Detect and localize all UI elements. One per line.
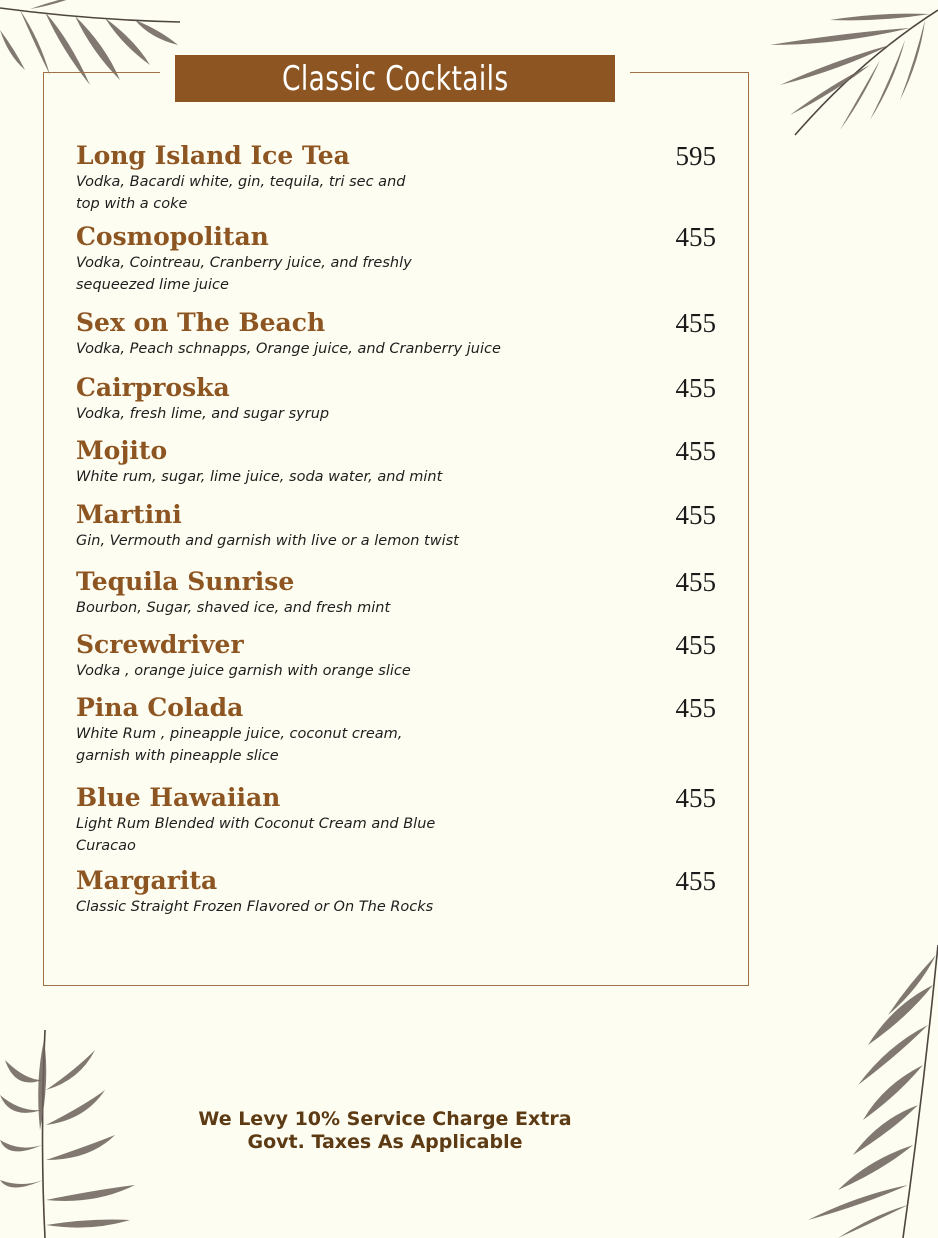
item-description: Vodka, fresh lime, and sugar syrup (76, 406, 330, 422)
menu-item-pina-colada (76, 693, 716, 766)
item-description: Vodka , orange juice garnish with orange slice (76, 663, 411, 679)
item-name: Cosmopolitan (76, 222, 269, 251)
item-description: sequeezed lime juice (76, 276, 229, 293)
item-description: Gin, Vermouth and garnish with live or a lemon twist (76, 533, 459, 549)
item-description: top with a coke (76, 195, 188, 212)
menu-item-tequila-sunrise (76, 567, 716, 619)
palm-leaf-icon (798, 945, 938, 1238)
item-name: Mojito (76, 436, 168, 465)
item-name: Martini (76, 500, 182, 529)
item-description: White Rum , pineapple juice, coconut cream, (76, 726, 403, 742)
item-description: Light Rum Blended with Coconut Cream and Blue (76, 816, 436, 832)
item-price: 455 (675, 500, 716, 530)
menu-title: Classic Cocktails (281, 58, 509, 99)
item-description: Vodka, Cointreau, Cranberry juice, and freshly (76, 255, 412, 271)
menu-item-screwdriver (76, 630, 716, 682)
item-description: Vodka, Peach schnapps, Orange juice, and Cranberry juice (76, 341, 501, 357)
item-price: 455 (675, 866, 716, 896)
item-name: Pina Colada (76, 693, 244, 722)
item-description: garnish with pineapple slice (76, 747, 279, 764)
item-description: Classic Straight Frozen Flavored or On The Rocks (76, 899, 434, 915)
item-price: 455 (675, 308, 716, 338)
item-price: 455 (675, 436, 716, 466)
menu-item-cosmopolitan (76, 222, 716, 295)
item-price: 595 (675, 141, 716, 171)
item-name: Blue Hawaiian (76, 783, 281, 812)
menu-item-long-island (76, 141, 716, 214)
item-price: 455 (675, 693, 716, 723)
menu-item-cairproska (76, 373, 716, 425)
item-name: Sex on The Beach (76, 308, 326, 337)
item-description: White rum, sugar, lime juice, soda water, and mint (76, 469, 443, 485)
item-description: Bourbon, Sugar, shaved ice, and fresh mint (76, 600, 391, 616)
taxes-note: Govt. Taxes As Applicable (247, 1131, 523, 1153)
menu-item-blue-hawaiian (76, 783, 716, 856)
item-price: 455 (675, 373, 716, 403)
item-price: 455 (675, 567, 716, 597)
menu-title-banner (175, 55, 615, 102)
item-name: Screwdriver (76, 630, 244, 659)
item-name: Long Island Ice Tea (76, 141, 350, 170)
item-name: Tequila Sunrise (76, 567, 295, 596)
item-description: Vodka, Bacardi white, gin, tequila, tri sec and (76, 174, 406, 190)
item-price: 455 (675, 783, 716, 813)
menu-item-martini (76, 500, 716, 552)
item-price: 455 (675, 630, 716, 660)
menu-item-margarita (76, 866, 716, 918)
item-name: Cairproska (76, 373, 230, 402)
palm-leaf-icon (0, 1020, 140, 1238)
item-description: Curacao (76, 837, 136, 854)
footer-note (170, 1108, 600, 1154)
item-price: 455 (675, 222, 716, 252)
palm-leaf-icon (760, 0, 938, 140)
item-name: Margarita (76, 866, 218, 895)
service-charge-note: We Levy 10% Service Charge Extra (198, 1108, 572, 1130)
menu-item-sex-on-the-beach (76, 308, 716, 360)
menu-item-mojito (76, 436, 716, 488)
